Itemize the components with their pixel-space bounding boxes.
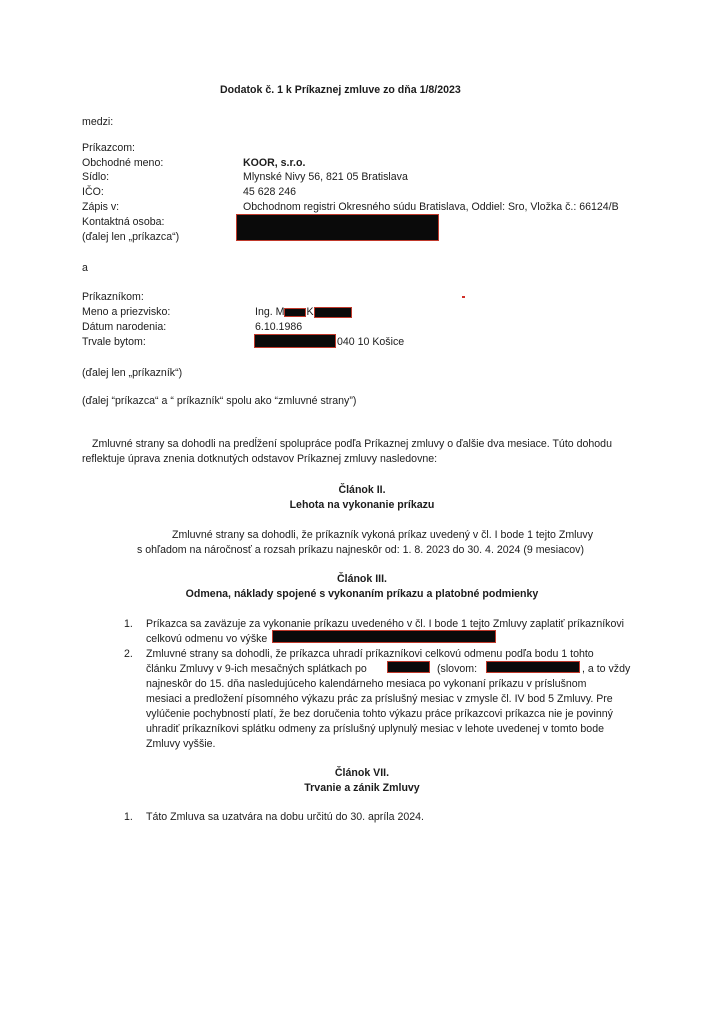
article-2-line: s ohľadom na náročnosť a rozsah príkazu najneskôr od: 1. 8. 2023 do 30. 4. 2024 (9 mesiacov) — [137, 544, 584, 556]
agent-heading: Príkazníkom: — [82, 291, 144, 303]
agent-name-prefix: Ing. M — [255, 306, 285, 318]
principal-value: Obchodnom registri Okresného súdu Bratislava, Oddiel: Sro, Vložka č.: 66124/B — [243, 201, 619, 213]
article-3-item-2-line: vylúčenie pochybností platí, že bez doručenia tohto výkazu práce príkazcovi príkazca nie je povinný — [146, 708, 613, 720]
article-3-item-2-line: najneskôr do 15. dňa nasledujúceho kalendárneho mesiaca po vykonaní príkazu v príslušnom — [146, 678, 587, 690]
redaction-surname — [314, 307, 352, 318]
article-3-item-2-line: , a to vždy — [582, 663, 631, 675]
list-number: 1. — [124, 811, 133, 823]
article-7-heading: Článok VII. — [334, 767, 390, 779]
scan-speck — [462, 296, 465, 298]
principal-label: Zápis v: — [82, 201, 120, 213]
redaction-total-reward — [272, 630, 496, 643]
principal-value: 45 628 246 — [243, 186, 297, 198]
redaction-contact-person — [236, 214, 439, 241]
article-3-item-2-line: článku Zmluvy v 9-ich mesačných splátkach po — [146, 663, 367, 675]
article-2-line: Zmluvné strany sa dohodli, že príkazník vykoná príkaz uvedený v čl. I bode 1 tejto Zmluvy — [172, 529, 594, 541]
article-7-item-1: Táto Zmluva sa uzatvára na dobu určitú do 30. apríla 2024. — [146, 811, 424, 823]
article-3-item-1-line: celkovú odmenu vo výške — [146, 633, 268, 645]
principal-value: KOOR, s.r.o. — [243, 157, 306, 169]
article-3-item-2-line: uhradiť príkazníkovi splátku odmeny za príslušný uplynulý mesiac v lehote uvedenej v tomto bode — [146, 723, 604, 735]
redaction-address — [254, 334, 336, 348]
list-number: 2. — [124, 648, 133, 660]
preamble-line: reflektuje úprava znenia dotknutých odstavov Príkaznej zmluvy nasledovne: — [82, 453, 438, 465]
redaction-name-part — [284, 308, 306, 317]
principal-alias: (ďalej len „príkazca“) — [82, 231, 180, 243]
agent-value: 040 10 Košice — [337, 336, 405, 348]
article-2-title: Lehota na vykonanie príkazu — [289, 499, 435, 511]
article-3-title: Odmena, náklady spojené s vykonaním príkazu a platobné podmienky — [185, 588, 539, 600]
article-3-item-1-line: Príkazca sa zaväzuje za vykonanie príkazu uvedeného v čl. I bode 1 tejto Zmluvy zaplatiť príkazníkovi — [146, 618, 624, 630]
agent-name-mid: K — [306, 306, 314, 318]
principal-label: Kontaktná osoba: — [82, 216, 165, 228]
principal-label: Obchodné meno: — [82, 157, 164, 169]
agent-value — [255, 306, 352, 319]
agent-label: Trvale bytom: — [82, 336, 146, 348]
list-number: 1. — [124, 618, 133, 630]
intro-text: medzi: — [82, 116, 114, 128]
principal-label: IČO: — [82, 186, 104, 198]
parties-alias: (ďalej “príkazca“ a “ príkazník“ spolu ako “zmluvné strany”) — [82, 395, 357, 407]
agent-label: Dátum narodenia: — [82, 321, 167, 333]
agent-value: 6.10.1986 — [255, 321, 303, 333]
article-3-item-2-line: (slovom: — [437, 663, 478, 675]
redaction-installment-words — [486, 661, 580, 673]
agent-label: Meno a priezvisko: — [82, 306, 171, 318]
article-3-item-2-line: mesiaci a predložení písomného výkazu prác za príslušný mesiac v zmysle čl. IV bod 5 Zmluvy. Pre — [146, 693, 613, 705]
article-7-title: Trvanie a zánik Zmluvy — [304, 782, 420, 794]
article-3-heading: Článok III. — [336, 573, 388, 585]
article-3-item-2-line: Zmluvné strany sa dohodli, že príkazca uhradí príkazníkovi celkovú odmenu podľa bodu 1 tohto — [146, 648, 594, 660]
preamble-line: Zmluvné strany sa dohodli na predĺžení spolupráce podľa Príkaznej zmluvy o ďalšie dva mesiace. Túto dohodu — [92, 438, 612, 450]
article-2-heading: Článok II. — [338, 484, 386, 496]
principal-heading: Príkazcom: — [82, 142, 135, 154]
principal-label: Sídlo: — [82, 171, 110, 183]
principal-value: Mlynské Nivy 56, 821 05 Bratislava — [243, 171, 408, 183]
redaction-installment — [387, 661, 430, 673]
agent-alias: (ďalej len „príkazník“) — [82, 367, 183, 379]
document-title: Dodatok č. 1 k Príkaznej zmluve zo dňa 1/8/2023 — [220, 84, 461, 96]
and-text: a — [82, 262, 88, 274]
article-3-item-2-line: Zmluvy vyššie. — [146, 738, 216, 750]
